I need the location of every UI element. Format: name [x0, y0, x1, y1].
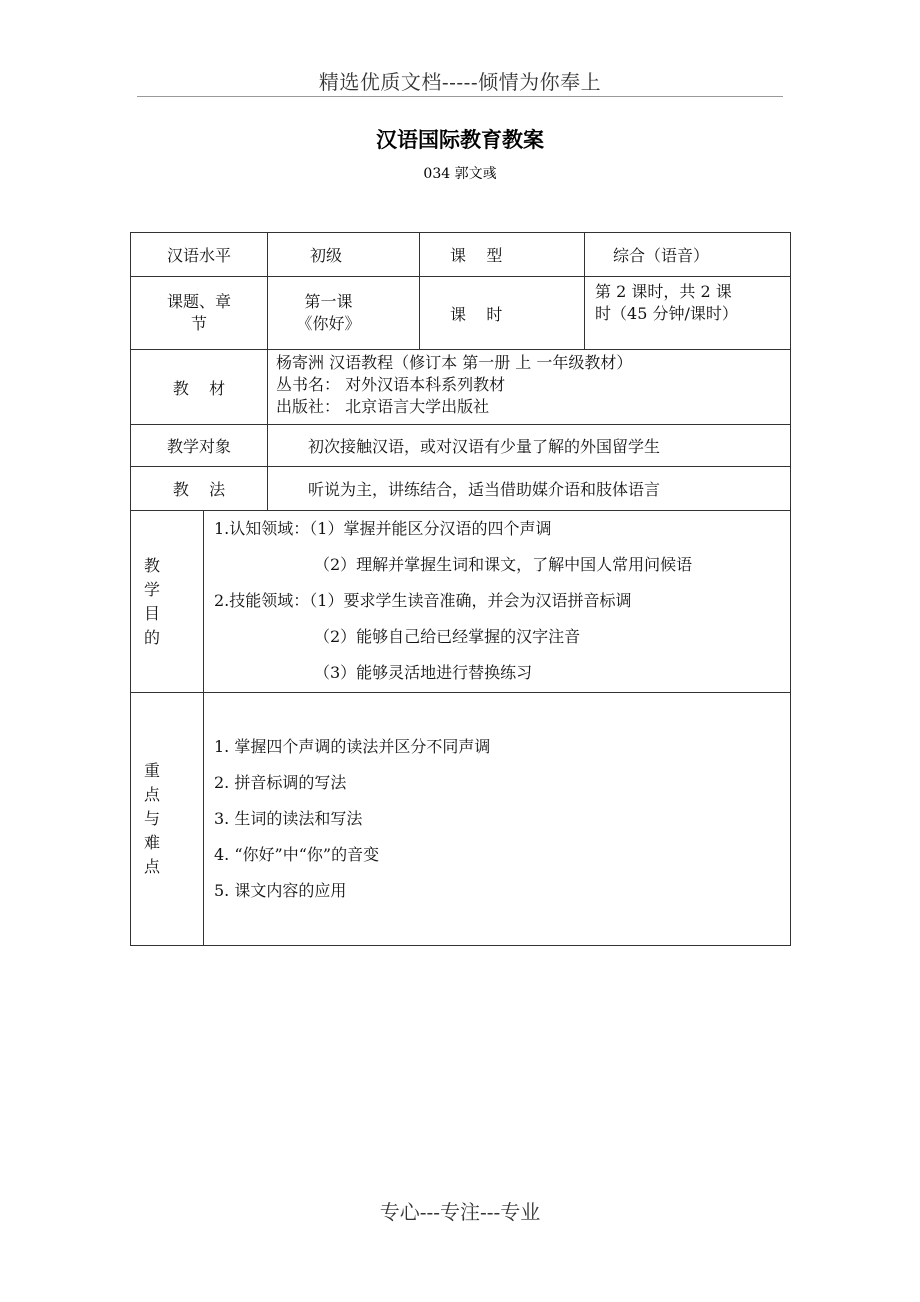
- document-title: 汉语国际教育教案: [376, 127, 544, 152]
- row-materials: [131, 350, 791, 425]
- key-label-char-3: 与: [143, 809, 160, 828]
- key-points-content: [204, 693, 791, 946]
- goal-line-1: 1.认知领域：（1）掌握并能区分汉语的四个声调: [214, 519, 552, 538]
- key-point-1: 1. 掌握四个声调的读法并区分不同声调: [214, 737, 491, 756]
- goal-line-2: （2）理解并掌握生词和课文，了解中国人常用问候语: [314, 555, 693, 574]
- level-label: 汉语水平: [131, 233, 268, 277]
- hours-value: [585, 277, 791, 350]
- lesson-plan-table: [130, 232, 791, 946]
- row-goals: [131, 511, 791, 693]
- goals-label-char-2: 学: [143, 579, 160, 599]
- materials-label: 教 材: [131, 350, 268, 425]
- level-value: 初级: [268, 233, 420, 277]
- goal-line-4: （2）能够自己给已经掌握的汉字注音: [314, 627, 581, 646]
- hours-value-line1: 第 2 课时，共 2 课: [595, 282, 732, 301]
- goals-label: [131, 511, 204, 693]
- page-footer: 专心---专注---专业: [379, 1200, 541, 1224]
- key-point-5: 5. 课文内容的应用: [214, 881, 347, 900]
- key-label-char-4: 难: [143, 833, 160, 852]
- goals-label-char-4: 的: [143, 627, 160, 647]
- goals-label-char-3: 目: [143, 603, 160, 623]
- goal-line-5: （3）能够灵活地进行替换练习: [314, 663, 533, 682]
- header-divider: [137, 96, 783, 97]
- key-points-label: [131, 693, 204, 946]
- topic-value-line2: 《你好》: [296, 314, 361, 333]
- goals-content: [204, 511, 791, 693]
- row-topic-hours: [131, 277, 791, 350]
- goal-line-3: 2.技能领域：（1）要求学生读音准确，并会为汉语拼音标调: [214, 591, 632, 610]
- row-level-type: [131, 233, 791, 277]
- materials-line-2: 丛书名： 对外汉语本科系列教材: [276, 375, 506, 394]
- method-value: 听说为主，讲练结合，适当借助媒介语和肢体语言: [268, 467, 791, 511]
- audience-value: 初次接触汉语，或对汉语有少量了解的外国留学生: [268, 425, 791, 467]
- page-header: 精选优质文档-----倾情为你奉上: [318, 70, 602, 94]
- method-label: 教 法: [131, 467, 268, 511]
- materials-value: [268, 350, 791, 425]
- key-point-3: 3. 生词的读法和写法: [214, 809, 363, 828]
- topic-label: [131, 277, 268, 350]
- row-method: [131, 467, 791, 511]
- topic-value: [268, 277, 420, 350]
- row-audience: [131, 425, 791, 467]
- key-label-char-1: 重: [143, 761, 160, 780]
- key-point-4: 4. “你好”中“你”的音变: [214, 845, 380, 864]
- audience-label: 教学对象: [131, 425, 268, 467]
- author-line: 034 郭文彧: [423, 166, 497, 182]
- row-key-points: [131, 693, 791, 946]
- materials-line-1: 杨寄洲 汉语教程（修订本 第一册 上 一年级教材）: [276, 353, 633, 372]
- type-value: 综合（语音）: [585, 233, 791, 277]
- topic-value-line1: 第一课: [304, 292, 353, 311]
- goals-label-char-1: 教: [143, 555, 160, 575]
- key-point-2: 2. 拼音标调的写法: [214, 773, 347, 792]
- topic-label-line2: 节: [191, 314, 208, 333]
- key-label-char-2: 点: [143, 785, 160, 804]
- key-label-char-5: 点: [143, 857, 160, 876]
- hours-label: 课 时: [420, 277, 585, 350]
- hours-value-line2: 时（45 分钟/课时）: [595, 304, 738, 323]
- materials-line-3: 出版社： 北京语言大学出版社: [276, 397, 490, 416]
- topic-label-line1: 课题、章: [167, 292, 232, 311]
- type-label: 课 型: [420, 233, 585, 277]
